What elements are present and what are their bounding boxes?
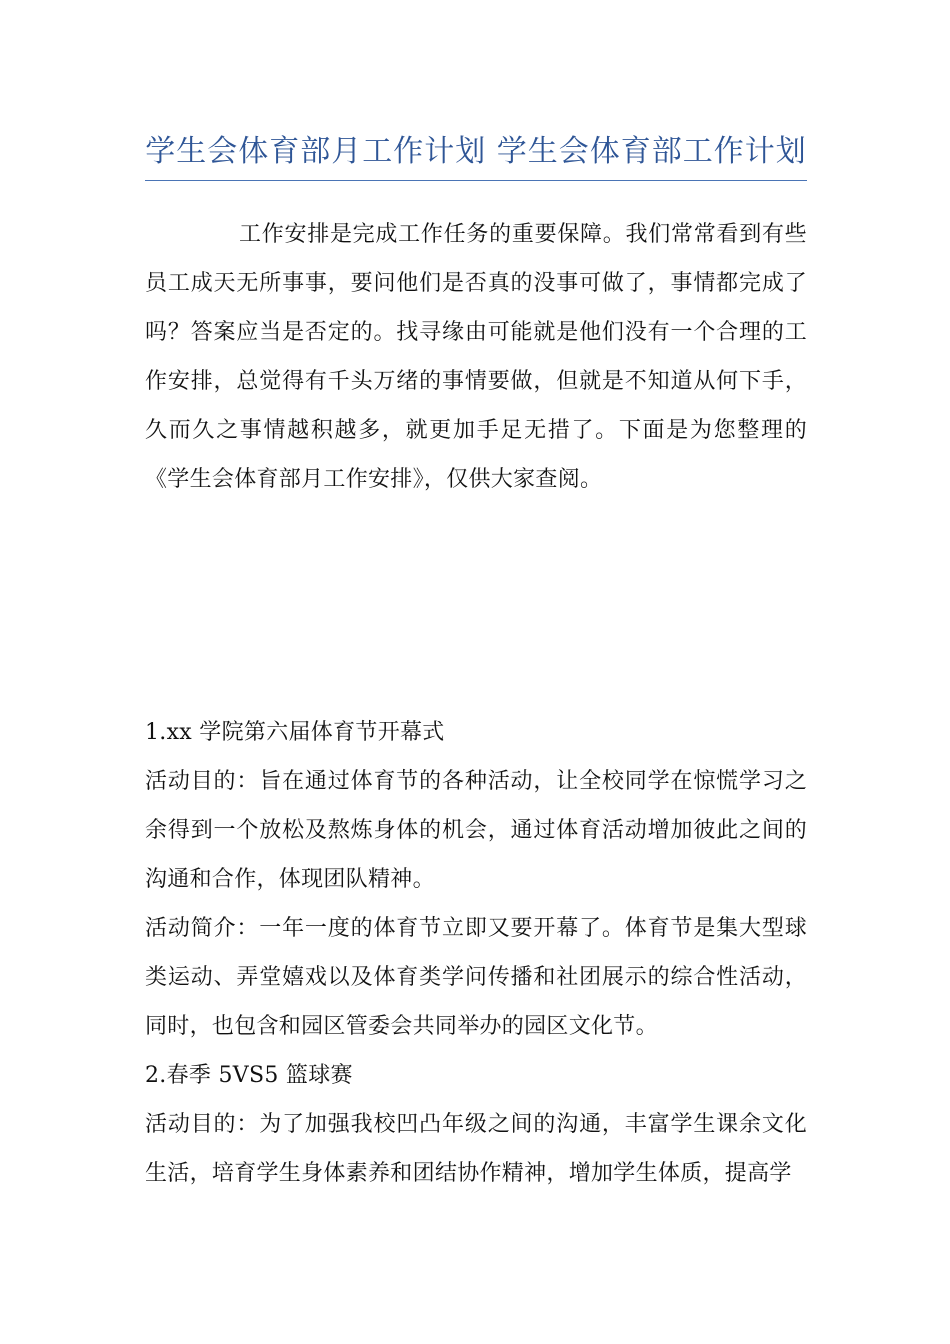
- title-underline: [145, 180, 807, 181]
- intro-paragraph: 工作安排是完成工作任务的重要保障。我们常常看到有些员工成天无所事事，要问他们是否真的没事可做了，事情都完成了吗？答案应当是否定的。找寻缘由可能就是他们没有一个合理的工作安排，总觉得有千头万绪的事情要做，但就是不知道从何下手，久而久之事情越积越多，就更加手足无措了。下面是为您整理的《学生会体育部月工作安排》，仅供大家查阅。: [145, 222, 807, 492]
- section-heading: 1.xx 学院第六届体育节开幕式: [145, 720, 445, 745]
- document-title: 学生会体育部月工作计划 学生会体育部工作计划: [145, 134, 807, 169]
- section-paragraph: 活动简介：一年一度的体育节立即又要开幕了。体育节是集大型球类运动、弄堂嬉戏以及体育类学问传播和社团展示的综合性活动，同时，也包含和园区管委会共同举办的园区文化节。: [145, 916, 807, 1039]
- section-paragraph: 活动目的：为了加强我校凹凸年级之间的沟通，丰富学生课余文化生活，培育学生身体素养和团结协作精神，增加学生体质，提高学: [145, 1112, 807, 1186]
- section-paragraph: 活动目的：旨在通过体育节的各种活动，让全校同学在惊慌学习之余得到一个放松及熬炼身体的机会，通过体育活动增加彼此之间的沟通和合作，体现团队精神。: [145, 769, 807, 892]
- sections-block: [145, 708, 807, 1198]
- section-heading: 2.春季 5VS5 篮球赛: [145, 1063, 353, 1088]
- section-2: [145, 1051, 807, 1198]
- section-1: [145, 708, 807, 1051]
